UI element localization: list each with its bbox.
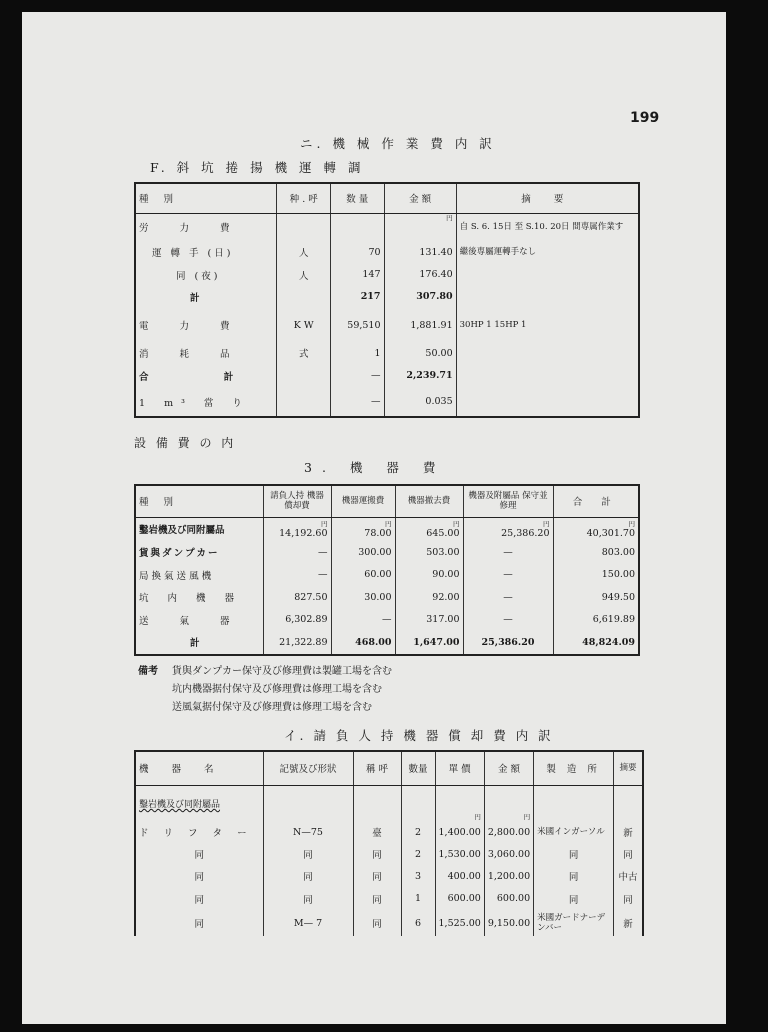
value-cell: — (463, 586, 553, 608)
empty-cell (263, 785, 353, 821)
amount-cell (484, 785, 533, 821)
table-row (135, 213, 639, 241)
cell-value: 645.00 (426, 527, 460, 539)
note-cell (456, 342, 639, 364)
yen-unit: 円 (446, 213, 453, 222)
value-cell: — (331, 608, 395, 630)
item-cell: 消 耗 品 (135, 342, 277, 364)
maker-cell: 米國ガードナーデンバー (534, 910, 614, 936)
remarks-label: 備考 (138, 666, 158, 677)
value-cell: 6,302.89 (263, 608, 331, 630)
table-row (135, 910, 643, 936)
name-cell: 同 (135, 843, 263, 865)
amount-cell: 2,800.00 (484, 821, 533, 843)
item-cell: 運 轉 手 (日) (135, 241, 277, 263)
amount-cell: 3,060.00 (484, 843, 533, 865)
table-i (134, 750, 644, 936)
unit-cell: 式 (277, 342, 331, 364)
header-cell: 種 別 (135, 485, 263, 517)
empty-cell (534, 785, 614, 821)
qty-cell: 1 (330, 342, 384, 364)
section-title: ニ. 機 械 作 業 費 内 訳 (300, 136, 496, 151)
value-cell: — (263, 541, 331, 563)
unit-cell (277, 365, 331, 387)
value-cell: 25,386.20 (463, 631, 553, 655)
qty-cell: 217 (330, 286, 384, 308)
table-row (135, 821, 643, 843)
unit-cell (277, 387, 331, 417)
price-cell: 400.00 (435, 865, 484, 887)
total-cell: 803.00 (553, 541, 639, 563)
table-row (135, 517, 639, 541)
header-cell: 機器及附屬品 保守並修理 (463, 485, 553, 517)
value-cell: 1,647.00 (395, 631, 463, 655)
empty-cell (353, 785, 401, 821)
table-i-header (135, 751, 643, 785)
price-cell: 1,530.00 (435, 843, 484, 865)
item-cell: 1 m³ 當 り (135, 387, 277, 417)
table-i-title: イ. 請 負 人 持 機 器 償 却 費 内 訳 (284, 728, 554, 743)
table-row (135, 608, 639, 630)
header-cell: 数 量 (330, 183, 384, 213)
note-cell (456, 365, 639, 387)
value-cell (395, 517, 463, 541)
qty-cell: 147 (330, 263, 384, 285)
table-row (135, 843, 643, 865)
unit-cell (277, 286, 331, 308)
header-cell: 金 額 (484, 751, 533, 785)
unit-cell (277, 213, 331, 241)
note-cell: 新 (614, 821, 643, 843)
cell-value: 25,386.20 (501, 527, 550, 539)
qty-cell: 1 (401, 888, 435, 910)
qty-cell: 2 (401, 821, 435, 843)
name-cell: 同 (135, 865, 263, 887)
note-cell: 自 S. 6. 15日 至 S.10. 20日 間専属作業す (456, 213, 639, 241)
yen-unit: 円 (523, 813, 531, 821)
group-label: 鑿岩機及び同附屬品 (135, 785, 263, 821)
remark-line: 坑内機器据付保守及び修理費は修理工場を含む (172, 684, 382, 695)
header-cell: 种 . 呼 (277, 183, 331, 213)
amount-cell: 307.80 (384, 286, 456, 308)
price-cell (435, 785, 484, 821)
subheading: 設 備 費 の 内 (134, 436, 237, 450)
name-cell: 同 (135, 910, 263, 936)
yen-unit: 円 (385, 519, 392, 528)
amount-cell: 9,150.00 (484, 910, 533, 936)
value-cell: — (463, 541, 553, 563)
qty-cell: 70 (330, 241, 384, 263)
header-cell: 稱 呼 (353, 751, 401, 785)
value-cell: 30.00 (331, 586, 395, 608)
amount-cell: 1,881.91 (384, 308, 456, 342)
yen-unit: 円 (474, 813, 481, 821)
note-cell (456, 387, 639, 417)
qty-cell: 3 (401, 865, 435, 887)
remark-line: 貨與ダンプカー保守及び修理費は製罐工場を含む (172, 666, 392, 677)
table-row (135, 631, 639, 655)
value-cell (463, 517, 553, 541)
header-cell: 機器運搬費 (331, 485, 395, 517)
yen-unit: 円 (321, 519, 328, 528)
total-cell: 48,824.09 (553, 631, 639, 655)
unit-cell: K W (277, 308, 331, 342)
table-row (135, 387, 639, 417)
price-cell: 1,525.00 (435, 910, 484, 936)
table-f-header (135, 183, 639, 213)
price-cell: 600.00 (435, 888, 484, 910)
page-number: 199 (630, 110, 660, 126)
note-cell: 繼後専屬運轉手なし (456, 241, 639, 263)
table-row (135, 308, 639, 342)
item-cell: 合 計 (135, 365, 277, 387)
table-row (135, 241, 639, 263)
value-cell: 317.00 (395, 608, 463, 630)
header-cell: 製 造 所 (534, 751, 614, 785)
scanned-page (22, 12, 726, 1024)
note-cell: 同 (614, 888, 643, 910)
table-row (135, 541, 639, 563)
item-cell: 坑 内 機 器 (135, 586, 263, 608)
cell-value: 40,301.70 (586, 527, 635, 539)
note-cell (456, 263, 639, 285)
amount-cell: 600.00 (484, 888, 533, 910)
yen-unit: 円 (543, 519, 550, 528)
unit-cell: 同 (353, 910, 401, 936)
table-row (135, 263, 639, 285)
header-cell: 記號及び形狀 (263, 751, 353, 785)
qty-cell: — (330, 365, 384, 387)
table-f-title: F. 斜 坑 捲 揚 機 運 轉 調 (150, 160, 365, 175)
maker-cell: 米國インガーソル (534, 821, 614, 843)
amount-cell: 176.40 (384, 263, 456, 285)
amount-cell (384, 213, 456, 241)
table-row (135, 342, 639, 364)
maker-cell: 同 (534, 865, 614, 887)
price-cell: 1,400.00 (435, 821, 484, 843)
header-cell: 種 別 (135, 183, 277, 213)
note-cell: 同 (614, 843, 643, 865)
note-cell: 中古 (614, 865, 643, 887)
group-row (135, 785, 643, 821)
table-3-header (135, 485, 639, 517)
unit-cell: 同 (353, 843, 401, 865)
value-cell: 21,322.89 (263, 631, 331, 655)
table-row (135, 888, 643, 910)
name-cell: 同 (135, 888, 263, 910)
maker-cell: 同 (534, 843, 614, 865)
value-cell: 503.00 (395, 541, 463, 563)
value-cell: 90.00 (395, 563, 463, 585)
amount-cell: 50.00 (384, 342, 456, 364)
note-cell: 30HP 1 15HP 1 (456, 308, 639, 342)
value-cell: 300.00 (331, 541, 395, 563)
unit-cell: 同 (353, 888, 401, 910)
header-cell: 請負人持 機器償却費 (263, 485, 331, 517)
cell-value: 78.00 (364, 527, 392, 539)
model-cell: N—75 (263, 821, 353, 843)
item-cell: 計 (135, 631, 263, 655)
value-cell: 468.00 (331, 631, 395, 655)
value-cell: 60.00 (331, 563, 395, 585)
total-cell (553, 517, 639, 541)
table-3 (134, 484, 640, 656)
amount-cell: 2,239.71 (384, 365, 456, 387)
value-cell: — (463, 563, 553, 585)
table-row (135, 586, 639, 608)
qty-cell (330, 213, 384, 241)
maker-cell: 同 (534, 888, 614, 910)
total-cell: 150.00 (553, 563, 639, 585)
value-cell (263, 517, 331, 541)
item-cell: 労 力 費 (135, 213, 277, 241)
header-cell: 數量 (401, 751, 435, 785)
item-cell: 局 換 氣 送 風 機 (135, 563, 263, 585)
table-row (135, 365, 639, 387)
table-row (135, 286, 639, 308)
remark-line: 送風氣据付保守及び修理費は修理工場を含む (172, 702, 372, 713)
amount-cell: 1,200.00 (484, 865, 533, 887)
header-cell: 機器撤去費 (395, 485, 463, 517)
unit-cell: 同 (353, 865, 401, 887)
unit-cell: 人 (277, 263, 331, 285)
qty-cell: — (330, 387, 384, 417)
empty-cell (614, 785, 643, 821)
value-cell (331, 517, 395, 541)
unit-cell: 人 (277, 241, 331, 263)
header-cell: 單 價 (435, 751, 484, 785)
value-cell: — (263, 563, 331, 585)
yen-unit: 円 (453, 519, 460, 528)
model-cell: 同 (263, 888, 353, 910)
qty-cell: 6 (401, 910, 435, 936)
item-cell: 電 力 費 (135, 308, 277, 342)
unit-cell: 臺 (353, 821, 401, 843)
header-cell: 摘 要 (456, 183, 639, 213)
table-row (135, 865, 643, 887)
model-cell: 同 (263, 843, 353, 865)
value-cell: 827.50 (263, 586, 331, 608)
header-cell: 合 計 (553, 485, 639, 517)
item-cell: 計 (135, 286, 277, 308)
name-cell: ド リ フ タ ー (135, 821, 263, 843)
table-row (135, 563, 639, 585)
amount-cell: 0.035 (384, 387, 456, 417)
empty-cell (401, 785, 435, 821)
value-cell: 92.00 (395, 586, 463, 608)
yen-unit: 円 (628, 519, 635, 528)
total-cell: 6,619.89 (553, 608, 639, 630)
item-cell: 鑿岩機及び同附屬品 (135, 517, 263, 541)
total-cell: 949.50 (553, 586, 639, 608)
value-cell: — (463, 608, 553, 630)
table-3-title: 3. 機 器 費 (304, 460, 446, 475)
model-cell: 同 (263, 865, 353, 887)
table-f (134, 182, 640, 418)
model-cell: M— 7 (263, 910, 353, 936)
item-cell: 同 (夜) (135, 263, 277, 285)
header-cell: 摘要 (614, 751, 643, 785)
cell-value: 14,192.60 (279, 527, 328, 539)
header-cell: 機 器 名 (135, 751, 263, 785)
qty-cell: 2 (401, 843, 435, 865)
amount-cell: 131.40 (384, 241, 456, 263)
note-cell: 新 (614, 910, 643, 936)
item-cell: 送 氣 器 (135, 608, 263, 630)
header-cell: 金 額 (384, 183, 456, 213)
item-cell: 貨與ダンプカー (135, 541, 263, 563)
note-cell (456, 286, 639, 308)
qty-cell: 59,510 (330, 308, 384, 342)
